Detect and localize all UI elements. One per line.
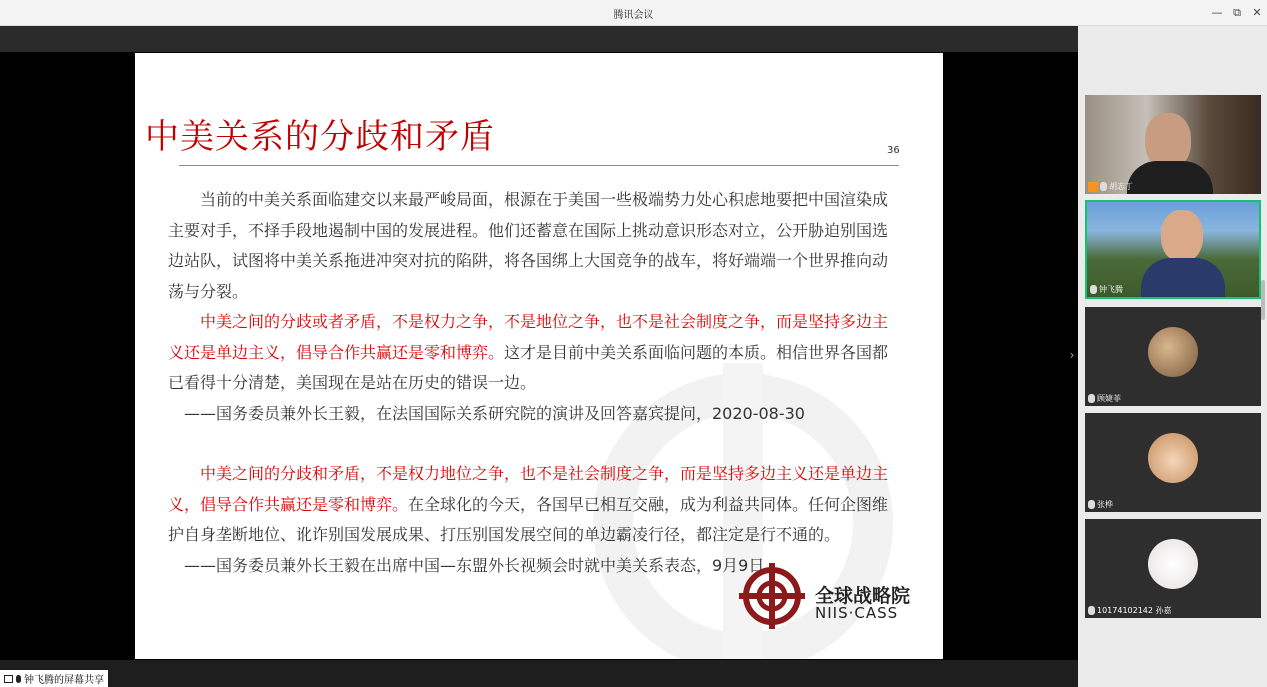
screen-share-icon <box>4 675 13 683</box>
avatar <box>1148 433 1198 483</box>
video-tile-3[interactable] <box>1085 307 1261 406</box>
mic-icon <box>1100 182 1107 191</box>
niis-logo-icon <box>737 561 807 631</box>
paragraph-3-rest: 在全球化的今天，各国早已相互交融，成为利益共同体。任何企图维护自身垄断地位、讹诈别国发展成果、打压别国发展空间的单边霸凌行径，都注定是行不通的。 <box>168 494 889 544</box>
sharing-label: 钟飞腾的屏幕共享 <box>24 675 104 686</box>
participant-name-4: 张桦 <box>1088 499 1113 510</box>
collapse-sidebar-arrow-icon[interactable]: › <box>1069 348 1075 362</box>
window-title: 腾讯会议 <box>613 10 654 21</box>
video-tile-1[interactable] <box>1085 95 1261 194</box>
window-titlebar <box>0 0 1267 26</box>
logo-chinese-text: 全球战略院 <box>815 585 911 607</box>
source-1: ——国务委员兼外长王毅，在法国国际关系研究院的演讲及回答嘉宾提问，2020-08-30 <box>184 403 805 423</box>
participant-name-1: 胡志丁 <box>1088 181 1133 192</box>
video-tile-2[interactable] <box>1085 200 1261 299</box>
presentation-slide <box>135 53 943 659</box>
mic-icon <box>1090 285 1097 294</box>
niis-logo <box>737 561 937 631</box>
paragraph-3 <box>168 459 898 551</box>
avatar <box>1148 327 1198 377</box>
sidebar-scrollbar[interactable] <box>1261 280 1265 320</box>
participant-name-5: 10174102142 孙嘉 <box>1088 605 1172 616</box>
video-tile-5[interactable] <box>1085 519 1261 618</box>
logo-english-text: NIIS·CASS <box>815 604 899 622</box>
paragraph-2-rest: 这才是目前中美关系面临问题的本质。相信世界各国都已看得十分清楚，美国现在是站在历史的错误一边。 <box>168 342 889 392</box>
screen-share-indicator <box>0 670 108 687</box>
share-bottom-bar <box>0 660 1078 687</box>
paragraph-3-highlight: 中美之间的分歧和矛盾，不是权力地位之争，也不是社会制度之争，而是坚持多边主义还是单边主义，倡导合作共赢还是零和博弈。 <box>168 464 889 514</box>
minimize-button[interactable]: — <box>1211 6 1223 19</box>
participant-name-2: 钟飞腾 <box>1090 284 1123 295</box>
slide-title: 中美关系的分歧和矛盾 <box>145 117 495 157</box>
paragraph-2 <box>168 307 898 399</box>
paragraph-1: 当前的中美关系面临建交以来最严峻局面，根源在于美国一些极端势力处心积虑地要把中国渲染成主要对手，不择手段地遏制中国的发展进程。他们还蓄意在国际上挑动意识形态对立，公开胁迫别国选边站队，试图将中美关系拖进冲突对抗的陷阱，将各国绑上大国竞争的战车，将好端端一个世界推向动荡与分裂。 <box>168 190 889 301</box>
avatar <box>1148 539 1198 589</box>
video-tile-4[interactable] <box>1085 413 1261 512</box>
slide-body <box>168 185 898 581</box>
slide-page-number: 36 <box>887 145 900 156</box>
participant-name-3: 顾婕菲 <box>1088 393 1121 404</box>
host-icon <box>1088 182 1098 192</box>
paragraph-2-highlight: 中美之间的分歧或者矛盾，不是权力之争，不是地位之争，也不是社会制度之争，而是坚持多边主义还是单边主义，倡导合作共赢还是零和博弈。 <box>168 312 889 362</box>
source-2: ——国务委员兼外长王毅在出席中国—东盟外长视频会时就中美关系表态，9月9日 <box>184 555 765 575</box>
mic-icon <box>1088 606 1095 615</box>
restore-button[interactable]: ⧉ <box>1233 6 1241 19</box>
close-button[interactable]: ✕ <box>1252 6 1262 19</box>
mic-icon <box>1088 394 1095 403</box>
title-divider <box>179 165 899 166</box>
mic-icon <box>1088 500 1095 509</box>
share-top-bar <box>0 26 1078 52</box>
mic-icon <box>16 675 21 683</box>
